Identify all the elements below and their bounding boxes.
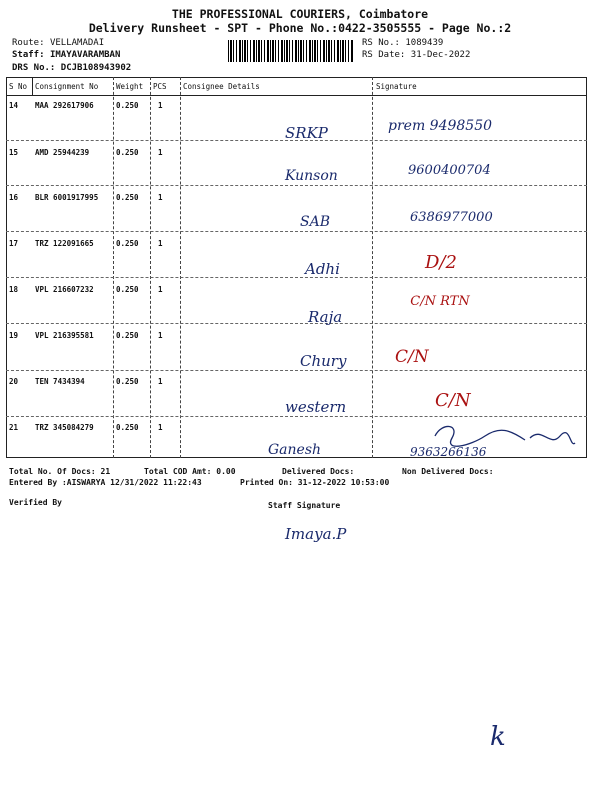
signature-handwriting: 9363266136 bbox=[410, 445, 487, 459]
row-weight: 0.250 bbox=[116, 331, 139, 340]
verified-by-label: Verified By bbox=[9, 498, 62, 507]
total-cod: Total COD Amt: 0.00 bbox=[144, 467, 236, 476]
row-sno: 19 bbox=[9, 331, 19, 340]
signature-handwriting: 6386977000 bbox=[410, 210, 493, 225]
col-header-weight: Weight bbox=[116, 82, 144, 91]
printed-on: Printed On: 31-12-2022 10:53:00 bbox=[240, 478, 390, 487]
col-divider bbox=[113, 77, 114, 458]
signature-handwriting: 9600400704 bbox=[408, 163, 491, 178]
row-weight: 0.250 bbox=[116, 285, 139, 294]
col-header-signature: Signature bbox=[376, 82, 417, 91]
corner-mark: k bbox=[490, 722, 506, 752]
route-line bbox=[12, 38, 104, 48]
drs-value: DCJB108943902 bbox=[60, 63, 132, 73]
row-sno: 16 bbox=[9, 193, 19, 202]
row-divider bbox=[6, 277, 587, 278]
row-pcs: 1 bbox=[158, 423, 163, 432]
row-consignment: BLR 6001917995 bbox=[35, 193, 99, 202]
row-pcs: 1 bbox=[158, 193, 163, 202]
staff-value: IMAYAVARAMBAN bbox=[49, 50, 121, 60]
row-divider bbox=[6, 231, 587, 232]
row-sno: 17 bbox=[9, 239, 19, 248]
col-header-consignee: Consignee Details bbox=[183, 82, 260, 91]
signature-handwriting: D/2 bbox=[425, 252, 457, 273]
total-docs: Total No. Of Docs: 21 bbox=[9, 467, 111, 476]
row-pcs: 1 bbox=[158, 239, 163, 248]
route-label: Route: bbox=[12, 38, 45, 48]
row-sno: 15 bbox=[9, 148, 19, 157]
consignee-handwriting: SAB bbox=[300, 214, 330, 230]
company-title: THE PROFESSIONAL COURIERS, Coimbatore bbox=[171, 7, 429, 21]
consignee-handwriting: Adhi bbox=[305, 260, 340, 278]
col-divider bbox=[150, 77, 151, 458]
row-consignment: TRZ 122091665 bbox=[35, 239, 94, 248]
rs-date-line bbox=[362, 50, 470, 60]
barcode bbox=[228, 40, 353, 62]
rs-date-value: 31-Dec-2022 bbox=[410, 50, 471, 60]
staff-signature-label: Staff Signature bbox=[268, 501, 341, 510]
row-sno: 20 bbox=[9, 377, 19, 386]
rs-no-line bbox=[362, 38, 443, 48]
consignee-handwriting: western bbox=[285, 398, 347, 416]
row-pcs: 1 bbox=[158, 285, 163, 294]
consignee-handwriting: Ganesh bbox=[268, 442, 322, 458]
row-consignment: MAA 292617906 bbox=[35, 101, 94, 110]
signature-handwriting: C/N RTN bbox=[410, 294, 470, 309]
consignee-handwriting: SRKP bbox=[285, 124, 328, 142]
row-consignment: TRZ 345084279 bbox=[35, 423, 94, 432]
rs-no-label: RS No.: bbox=[362, 38, 400, 48]
col-divider bbox=[32, 77, 33, 96]
col-divider bbox=[372, 77, 373, 458]
runsheet-title: Delivery Runsheet - SPT - Phone No.:0422-3505555 - Page No.:2 bbox=[88, 21, 512, 35]
row-consignment: TEN 7434394 bbox=[35, 377, 85, 386]
row-pcs: 1 bbox=[158, 101, 163, 110]
staff-label: Staff: bbox=[12, 50, 45, 60]
row-weight: 0.250 bbox=[116, 239, 139, 248]
row-sno: 18 bbox=[9, 285, 19, 294]
consignee-handwriting: Raja bbox=[308, 308, 343, 326]
row-weight: 0.250 bbox=[116, 148, 139, 157]
row-divider bbox=[6, 416, 587, 417]
delivered-docs: Delivered Docs: bbox=[282, 467, 355, 476]
row-weight: 0.250 bbox=[116, 101, 139, 110]
row-pcs: 1 bbox=[158, 377, 163, 386]
staff-signature-handwriting: Imaya.P bbox=[285, 525, 347, 543]
signature-handwriting: C/N bbox=[395, 347, 429, 367]
signature-scribble bbox=[430, 418, 580, 463]
row-consignment: VPL 216607232 bbox=[35, 285, 94, 294]
staff-line bbox=[12, 50, 120, 60]
col-header-sno: S No bbox=[9, 82, 28, 91]
non-delivered-docs: Non Delivered Docs: bbox=[402, 467, 494, 476]
entered-by: Entered By :AISWARYA 12/31/2022 11:22:43 bbox=[9, 478, 202, 487]
drs-label: DRS No.: bbox=[12, 63, 56, 73]
signature-handwriting: prem 9498550 bbox=[388, 118, 493, 134]
rs-no-value: 1089439 bbox=[405, 38, 444, 48]
row-consignment: AMD 25944239 bbox=[35, 148, 90, 157]
col-divider bbox=[180, 77, 181, 458]
col-header-pcs: PCS bbox=[153, 82, 167, 91]
row-divider bbox=[6, 185, 587, 186]
row-pcs: 1 bbox=[158, 148, 163, 157]
consignee-handwriting: Kunson bbox=[285, 168, 338, 184]
row-consignment: VPL 216395581 bbox=[35, 331, 94, 340]
row-weight: 0.250 bbox=[116, 193, 139, 202]
drs-line bbox=[12, 63, 131, 73]
row-sno: 14 bbox=[9, 101, 19, 110]
row-weight: 0.250 bbox=[116, 377, 139, 386]
consignee-handwriting: Chury bbox=[300, 352, 347, 370]
row-divider bbox=[6, 370, 587, 371]
rs-date-label: RS Date: bbox=[362, 50, 406, 60]
row-sno: 21 bbox=[9, 423, 19, 432]
col-header-consignment: Consignment No bbox=[35, 82, 99, 91]
signature-handwriting: C/N bbox=[435, 390, 471, 411]
row-weight: 0.250 bbox=[116, 423, 139, 432]
row-pcs: 1 bbox=[158, 331, 163, 340]
route-value: VELLAMADAI bbox=[49, 38, 105, 48]
row-divider bbox=[6, 323, 587, 324]
